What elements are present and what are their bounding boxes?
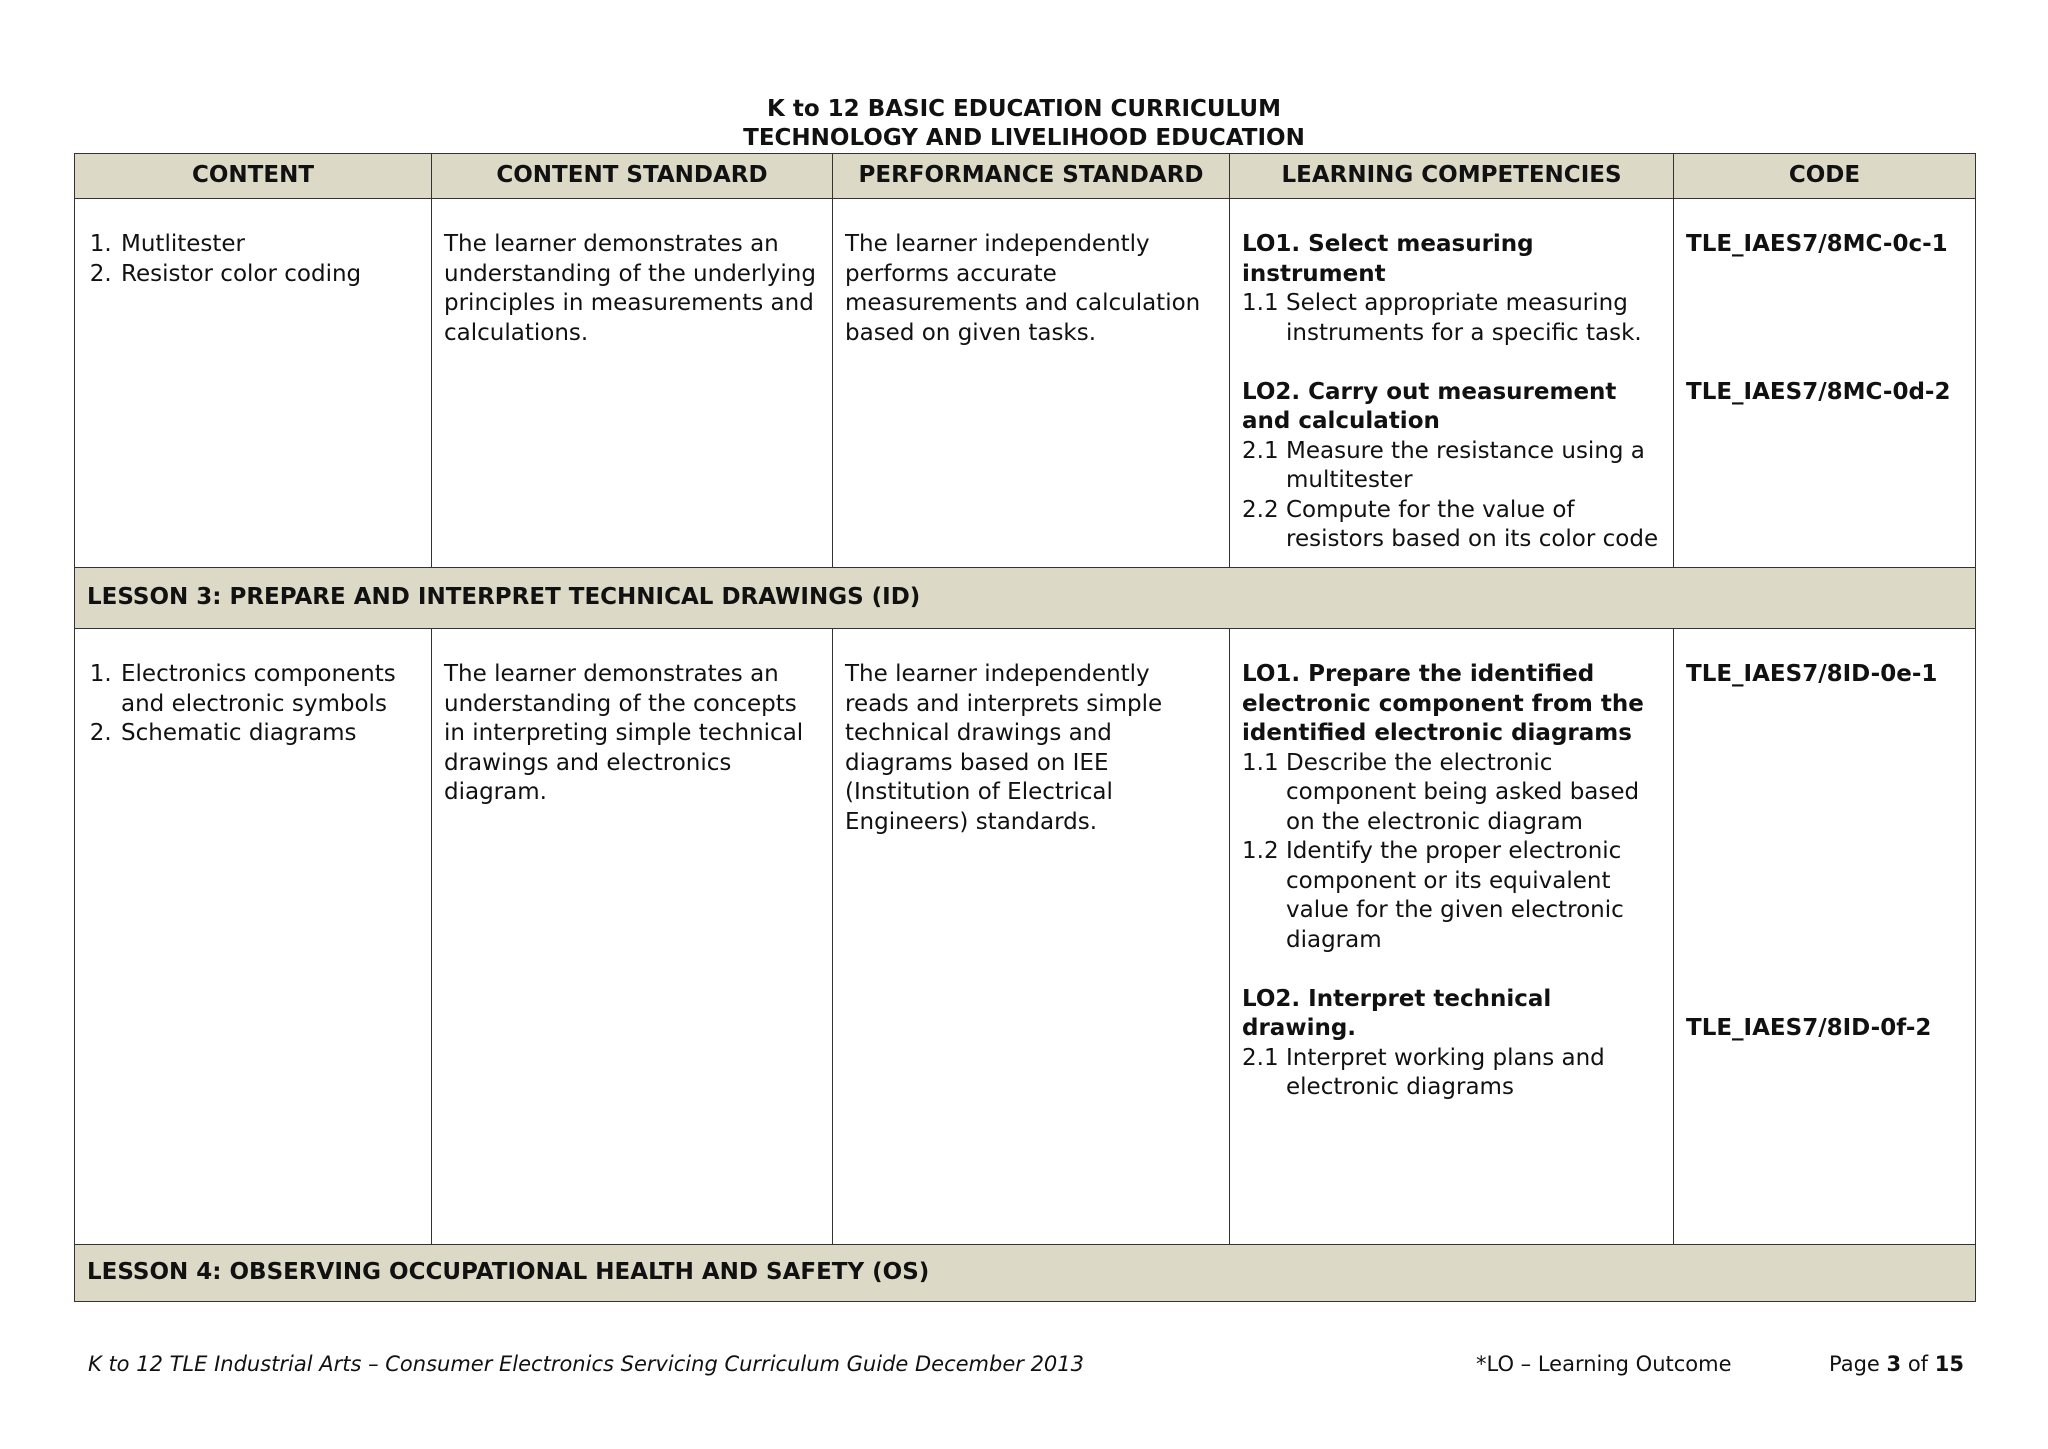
lesson-header-row (75, 1245, 1976, 1302)
table-row (75, 199, 1976, 568)
competency-item (1242, 749, 1661, 838)
col-header-learning-competencies: LEARNING COMPETENCIES (1230, 154, 1674, 199)
competency-text: Select appropriate measuring instruments for a specific task. (1286, 290, 1642, 346)
content-standard-text: The learner demonstrates an understanding of the underlying principles in measurements and calculations. (444, 231, 816, 346)
competency-item (1242, 837, 1661, 955)
lo2-title: LO2. Carry out measurement and calculation (1242, 378, 1617, 434)
col-header-content: CONTENT (75, 154, 432, 199)
competency-item (1242, 1044, 1661, 1103)
table-header-row (75, 154, 1976, 199)
competency-number: 1.1 (1242, 749, 1279, 776)
lo1-title: LO1. Select measuring instrument (1242, 231, 1534, 287)
performance-standard-cell (833, 199, 1230, 568)
page-total: 15 (1934, 1352, 1964, 1376)
lesson-3-title: LESSON 3: PREPARE AND INTERPRET TECHNICAL DRAWINGS (ID) (75, 568, 1976, 629)
curriculum-table (74, 153, 1976, 1302)
content-cell (75, 199, 432, 568)
list-item: 2. Resistor color coding (119, 260, 419, 290)
table-row (75, 629, 1976, 1245)
lo-note: *LO – Learning Outcome (1476, 1352, 1732, 1376)
competency-code: TLE_IAES7/8MC-0d-2 (1686, 378, 1951, 405)
learning-competencies-cell (1230, 199, 1674, 568)
competency-text: Measure the resistance using a multitester (1286, 437, 1645, 493)
col-header-performance-standard: PERFORMANCE STANDARD (833, 154, 1230, 199)
competency-item (1242, 289, 1661, 348)
learning-competencies-cell (1230, 629, 1674, 1245)
competency-number: 1.1 (1242, 290, 1279, 316)
competency-text: Describe the electronic component being asked based on the electronic diagram (1286, 749, 1640, 835)
content-list (87, 230, 419, 289)
list-item: 1. Mutlitester (119, 230, 419, 260)
competency-code: TLE_IAES7/8MC-0c-1 (1686, 231, 1948, 257)
code-cell (1674, 199, 1976, 568)
lo1-title: LO1. Prepare the identified electronic component from the identified electronic diagrams (1242, 661, 1644, 746)
performance-standard-text: The learner independently reads and interprets simple technical drawings and diagrams based on IEE (Institution of Electrical Engineers) standards. (845, 661, 1163, 835)
competency-item (1242, 496, 1661, 555)
lesson-4-title: LESSON 4: OBSERVING OCCUPATIONAL HEALTH AND SAFETY (OS) (75, 1245, 1976, 1302)
lo2-title: LO2. Interpret technical drawing. (1242, 985, 1552, 1041)
lesson-header-row (75, 568, 1976, 629)
content-list (87, 660, 419, 749)
competency-code: TLE_IAES7/8ID-0e-1 (1686, 661, 1938, 687)
list-item: 1. Electronics components and electronic symbols (119, 660, 419, 719)
content-standard-cell (432, 629, 833, 1245)
page-label: Page (1828, 1352, 1880, 1376)
competency-text: Interpret working plans and electronic diagrams (1286, 1044, 1605, 1100)
performance-standard-cell (833, 629, 1230, 1245)
page-number (1829, 1350, 1964, 1378)
col-header-code: CODE (1674, 154, 1976, 199)
page-current: 3 (1886, 1352, 1902, 1376)
document-title (0, 95, 2048, 153)
competency-number: 2.2 (1242, 496, 1279, 523)
performance-standard-text: The learner independently performs accurate measurements and calculation based on given tasks. (845, 231, 1201, 346)
competency-number: 2.1 (1242, 437, 1279, 464)
list-item: 2. Schematic diagrams (119, 719, 419, 749)
guide-title: K to 12 TLE Industrial Arts – Consumer Electronics Servicing Curriculum Guide December 2013 (88, 1352, 1085, 1376)
content-cell (75, 629, 432, 1245)
competency-text: Compute for the value of resistors based on its color code (1286, 496, 1659, 552)
content-standard-cell (432, 199, 833, 568)
title-line-2: TECHNOLOGY AND LIVELIHOOD EDUCATION (743, 125, 1305, 151)
competency-item (1242, 437, 1661, 496)
competency-number: 2.1 (1242, 1044, 1279, 1071)
title-line-1: K to 12 BASIC EDUCATION CURRICULUM (767, 96, 1281, 122)
col-header-content-standard: CONTENT STANDARD (432, 154, 833, 199)
page-of-label: of (1907, 1352, 1929, 1376)
competency-number: 1.2 (1242, 838, 1279, 864)
content-standard-text: The learner demonstrates an understanding of the concepts in interpreting simple technical drawings and electronics diagram. (444, 661, 804, 805)
code-cell (1674, 629, 1976, 1245)
competency-text: Identify the proper electronic component or its equivalent value for the given electronic diagram (1286, 838, 1624, 953)
competency-code: TLE_IAES7/8ID-0f-2 (1686, 1015, 1932, 1041)
